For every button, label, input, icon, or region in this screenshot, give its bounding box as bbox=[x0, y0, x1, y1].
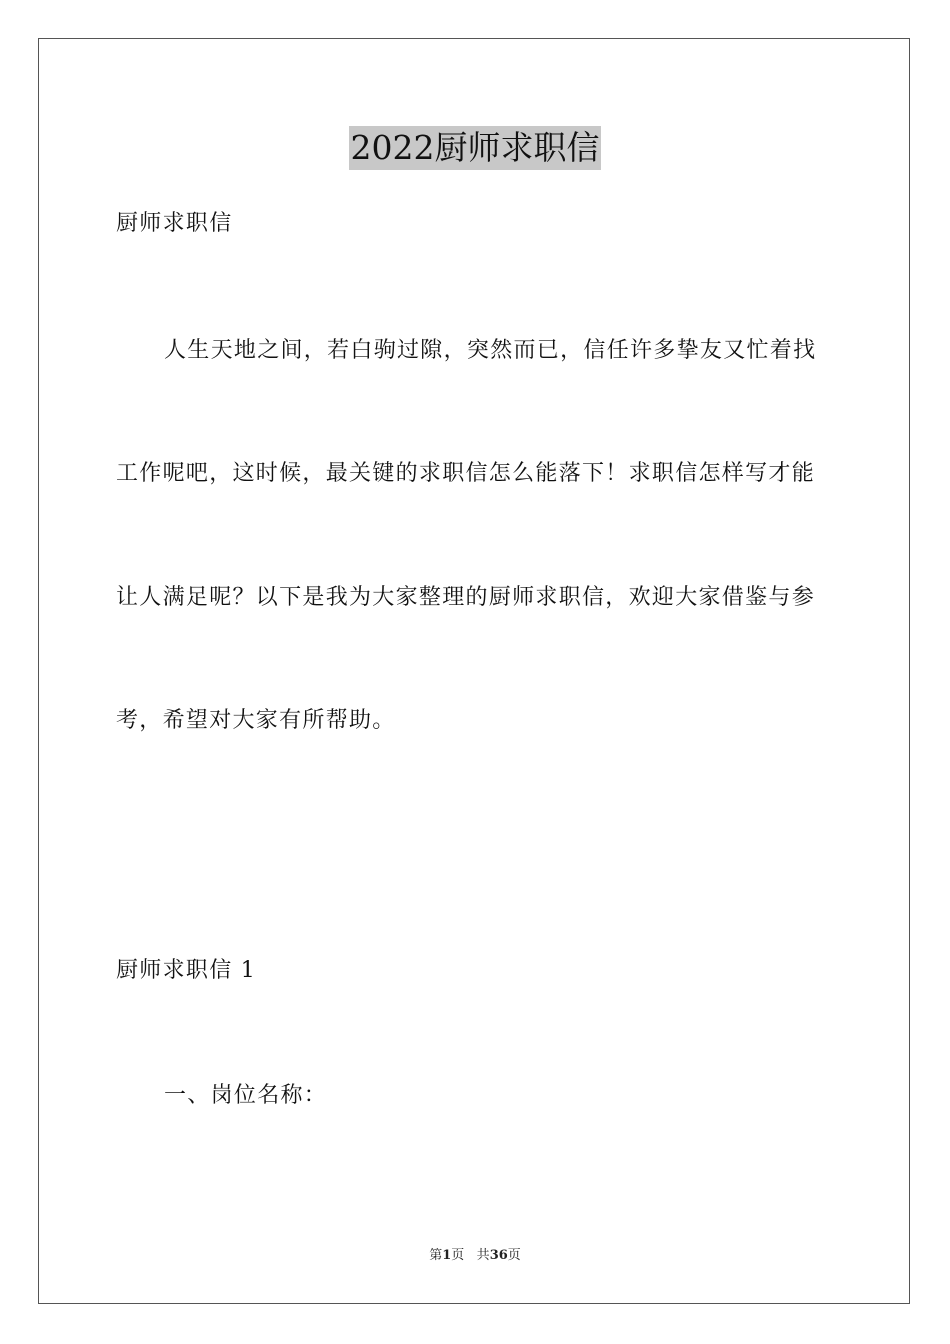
paragraph-line-2: 工作呢吧，这时候，最关键的求职信怎么能落下！求职信怎样写才能 bbox=[116, 461, 816, 486]
document-title: 2022厨师求职信 bbox=[349, 126, 602, 170]
footer-current-page: 1 bbox=[442, 1248, 452, 1263]
subtitle: 厨师求职信 bbox=[116, 211, 233, 236]
footer-prefix: 第 bbox=[429, 1248, 443, 1263]
footer-total-unit: 页 bbox=[507, 1248, 521, 1263]
footer-total-prefix: 共 bbox=[476, 1248, 490, 1263]
section-heading: 厨师求职信 1 bbox=[116, 958, 257, 983]
paragraph-line-4: 考，希望对大家有所帮助。 bbox=[116, 708, 396, 733]
paragraph-line-1: 人生天地之间，若白驹过隙，突然而已，信任许多挚友又忙着找 bbox=[164, 338, 817, 363]
paragraph-line-3: 让人满足呢？以下是我为大家整理的厨师求职信，欢迎大家借鉴与参 bbox=[116, 585, 816, 610]
item-heading: 一、岗位名称： bbox=[164, 1083, 328, 1108]
footer-total-pages: 36 bbox=[489, 1248, 508, 1263]
page-footer bbox=[0, 1246, 950, 1266]
footer-page-unit: 页 bbox=[451, 1248, 465, 1263]
title-container bbox=[0, 126, 950, 170]
